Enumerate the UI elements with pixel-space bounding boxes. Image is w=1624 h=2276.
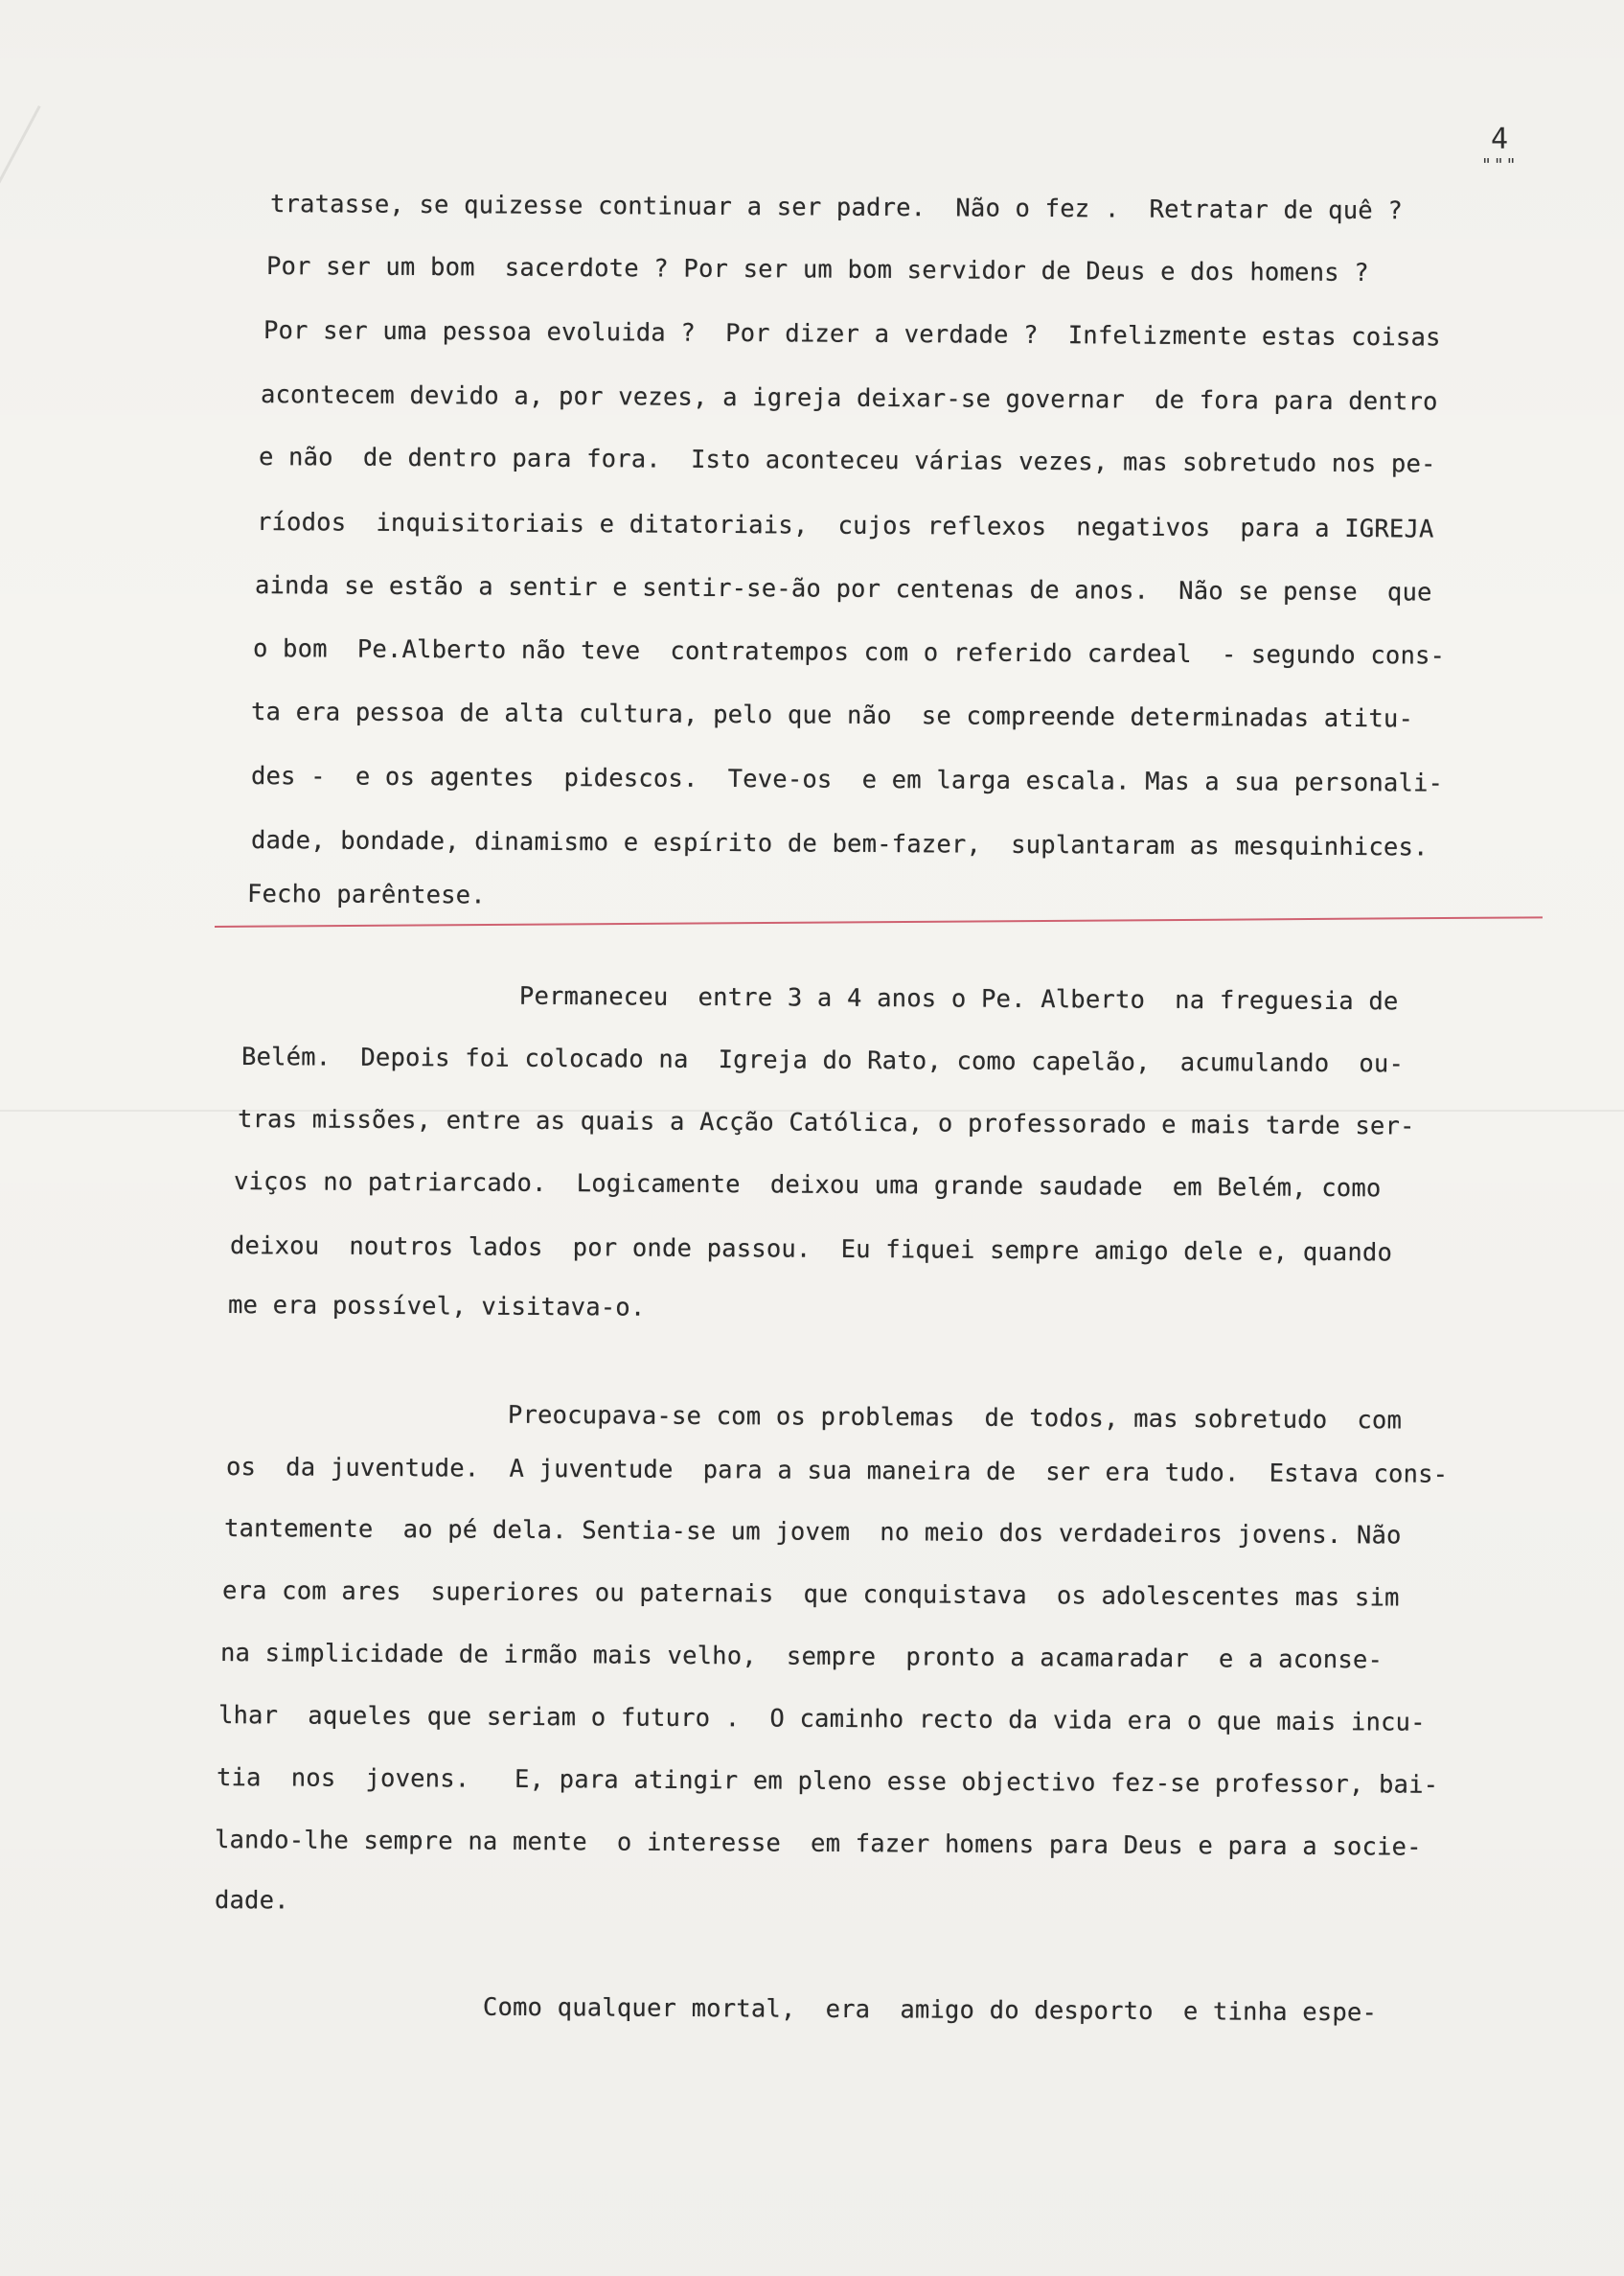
text-line: lando-lhe sempre na mente o interesse em fazer homens para Deus e para a socie- bbox=[214, 1826, 1422, 1862]
text-line: tia nos jovens. E, para atingir em pleno esse objectivo fez-se professor, bai- bbox=[216, 1763, 1439, 1800]
text-line: tratasse, se quizesse continuar a ser padre. Não o fez . Retratar de quê ? bbox=[269, 190, 1404, 226]
text-line: ta era pessoa de alta cultura, pelo que não se compreende determinadas atitu- bbox=[250, 698, 1414, 734]
text-line: Como qualquer mortal, era amigo do desporto e tinha espe- bbox=[214, 1991, 1378, 2028]
red-divider-line bbox=[215, 916, 1543, 928]
text-line: tras missões, entre as quais a Acção Católica, o professorado e mais tarde ser- bbox=[237, 1105, 1415, 1141]
text-line: tantemente ao pé dela. Sentia-se um jovem no meio dos verdadeiros jovens. Não bbox=[223, 1514, 1402, 1551]
text-line: Preocupava-se com os problemas de todos, mas sobretudo com bbox=[239, 1399, 1403, 1436]
text-line: me era possível, visitava-o. bbox=[227, 1291, 646, 1322]
text-line: lhar aqueles que seriam o futuro . O caminho recto da vida era o que mais incu- bbox=[217, 1701, 1426, 1737]
text-line: era com ares superiores ou paternais que conquistava os adolescentes mas sim bbox=[221, 1576, 1400, 1613]
text-line: Fecho parêntese. bbox=[246, 880, 486, 910]
scan-edge-shadow bbox=[0, 105, 159, 406]
text-line: dade. bbox=[214, 1886, 289, 1916]
text-line: os da juventude. A juventude para a sua maneira de ser era tudo. Estava cons- bbox=[225, 1453, 1449, 1489]
page-number: 4 bbox=[1491, 123, 1509, 156]
text-line: dade, bondade, dinamismo e espírito de bem-fazer, suplantaram as mesquinhices. bbox=[250, 826, 1429, 862]
text-line: Belém. Depois foi colocado na Igreja do Rato, como capelão, acumulando ou- bbox=[240, 1043, 1405, 1079]
text-line: na simplicidade de irmão mais velho, sempre pronto a acamaradar e a aconse- bbox=[219, 1639, 1384, 1675]
text-line: o bom Pe.Alberto não teve contratempos com o referido cardeal - segundo cons- bbox=[252, 634, 1446, 671]
text-line: e não de dentro para fora. Isto aconteceu várias vezes, mas sobretudo nos pe- bbox=[258, 443, 1436, 479]
page-number-marks: """ bbox=[1481, 155, 1519, 175]
text-line: ainda se estão a sentir e sentir-se-ão por centenas de anos. Não se pense que bbox=[254, 571, 1432, 608]
text-line: deixou noutros lados por onde passou. Eu fiquei sempre amigo dele e, quando bbox=[229, 1231, 1393, 1268]
text-line: Por ser uma pessoa evoluida ? Por dizer a verdade ? Infelizmente estas coisas bbox=[263, 316, 1441, 353]
text-line: acontecem devido a, por vezes, a igreja deixar-se governar de fora para dentro bbox=[260, 380, 1438, 417]
text-line: Permaneceu entre 3 a 4 anos o Pe. Alberto na freguesia de bbox=[250, 980, 1399, 1017]
text-line: ríodos inquisitoriais e ditatoriais, cujos reflexos negativos para a IGREJA bbox=[256, 508, 1434, 544]
text-line: viços no patriarcado. Logicamente deixou uma grande saudade em Belém, como bbox=[233, 1167, 1382, 1204]
text-line: des - e os agentes pidescos. Teve-os e em larga escala. Mas a sua personali- bbox=[250, 762, 1444, 798]
text-line: Por ser um bom sacerdote ? Por ser um bom servidor de Deus e dos homens ? bbox=[265, 252, 1369, 288]
